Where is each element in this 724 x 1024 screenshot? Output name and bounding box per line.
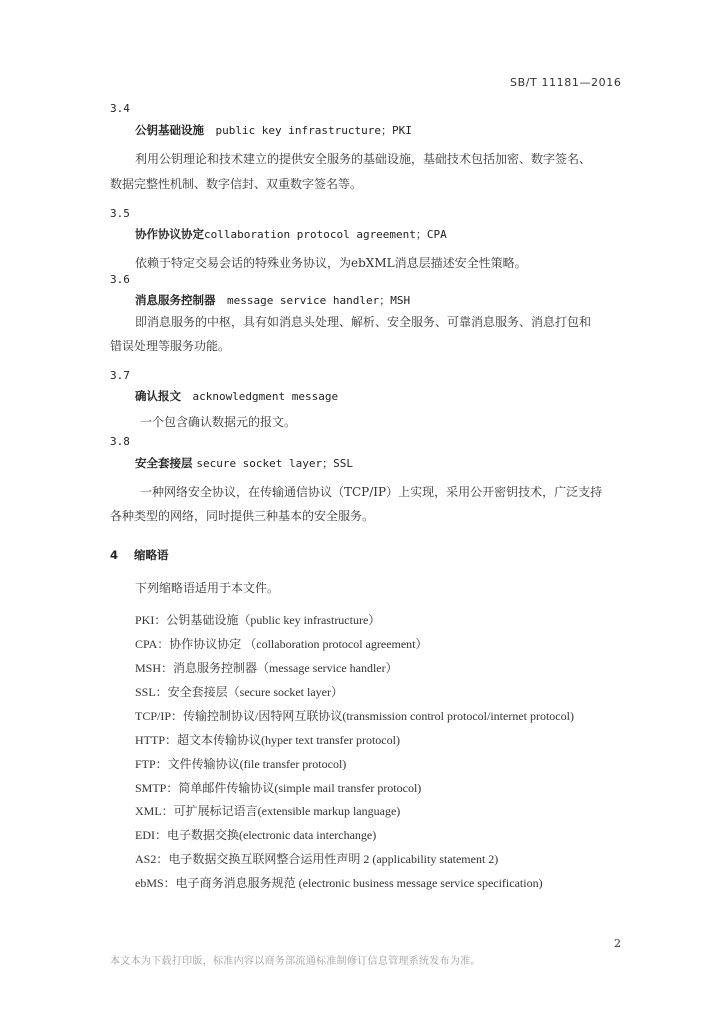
term-zh: 消息服务控制器 bbox=[135, 293, 216, 307]
abbreviation-item: MSH：消息服务控制器（message service handler） bbox=[135, 661, 398, 675]
abbreviation-item: PKI：公钥基础设施（public key infrastructure） bbox=[135, 613, 381, 627]
abbreviation-item: HTTP：超文本传输协议(hyper text transfer protocol) bbox=[135, 733, 400, 747]
term-zh: 协作协议协定 bbox=[135, 227, 204, 241]
definition-line: 一种网络安全协议，在传输通信协议（TCP/IP）上实现，采用公开密钥技术，广泛支持 bbox=[140, 485, 603, 499]
term-3-7 bbox=[135, 388, 338, 404]
definition-line: 数据完整性机制、数字信封、双重数字签名等。 bbox=[110, 177, 363, 191]
term-zh: 确认报文 bbox=[135, 389, 181, 403]
definition-line: 错误处理等服务功能。 bbox=[110, 339, 231, 353]
term-zh: 安全套接层 bbox=[135, 456, 193, 470]
footer-notice: 本文本为下载打印版，标准内容以商务部流通标准制修订信息管理系统发布为准。 bbox=[110, 956, 481, 967]
section-number: 4 bbox=[110, 548, 119, 562]
abbreviation-item: XML：可扩展标记语言(extensible markup language) bbox=[135, 804, 401, 818]
abbreviation-item: AS2：电子数据交换互联网整合运用性声明 2 (applicability statement 2) bbox=[135, 852, 499, 866]
clause-number-3-5: 3.5 bbox=[110, 207, 130, 220]
abbreviation-item: SMTP：简单邮件传输协议(simple mail transfer protocol) bbox=[135, 781, 422, 795]
definition-line: 即消息服务的中枢，具有如消息头处理、解析、安全服务、可靠消息服务、消息打包和 bbox=[135, 315, 592, 329]
abbreviation-item: EDI：电子数据交换(electronic data interchange) bbox=[135, 828, 377, 842]
section-heading bbox=[110, 547, 169, 563]
clause-number-3-8: 3.8 bbox=[110, 435, 130, 448]
term-3-6 bbox=[135, 292, 410, 308]
abbreviation-item: CPA：协作协议协定 （collaboration protocol agreement） bbox=[135, 637, 428, 651]
clause-number-3-4: 3.4 bbox=[110, 102, 130, 115]
term-en: secure socket layer；SSL bbox=[196, 457, 354, 470]
page-number: 2 bbox=[614, 937, 621, 950]
clause-number-3-6: 3.6 bbox=[110, 273, 130, 286]
term-en: public key infrastructure；PKI bbox=[215, 124, 412, 137]
definition-line: 利用公钥理论和技术建立的提供安全服务的基础设施，基础技术包括加密、数字签名、 bbox=[135, 152, 592, 166]
section-title: 缩略语 bbox=[134, 548, 169, 562]
abbreviation-item: SSL：安全套接层（secure socket layer） bbox=[135, 685, 343, 699]
abbreviation-item: ebMS：电子商务消息服务规范 (electronic business message service specification) bbox=[135, 876, 543, 890]
abbreviation-item: TCP/IP：传输控制协议/因特网互联协议(transmission control protocol/internet protocol) bbox=[135, 709, 574, 723]
term-en: message service handler；MSH bbox=[226, 294, 411, 307]
term-en: acknowledgment message bbox=[192, 390, 339, 403]
definition-line: 依赖于特定交易会话的特殊业务协议，为ebXML消息层描述安全性策略。 bbox=[135, 256, 527, 270]
term-3-8 bbox=[135, 455, 353, 471]
definition-line: 各种类型的网络，同时提供三种基本的安全服务。 bbox=[110, 509, 375, 523]
term-zh: 公钥基础设施 bbox=[135, 123, 204, 137]
section-intro: 下列缩略语适用于本文件。 bbox=[135, 581, 280, 595]
definition-line: 一个包含确认数据元的报文。 bbox=[140, 415, 297, 429]
abbreviation-item: FTP：文件传输协议(file transfer protocol) bbox=[135, 757, 347, 771]
standard-number: SB/T 11181—2016 bbox=[510, 76, 622, 89]
term-en: collaboration protocol agreement；CPA bbox=[204, 228, 447, 241]
term-3-4 bbox=[135, 122, 412, 138]
term-3-5 bbox=[135, 226, 447, 242]
clause-number-3-7: 3.7 bbox=[110, 369, 130, 382]
